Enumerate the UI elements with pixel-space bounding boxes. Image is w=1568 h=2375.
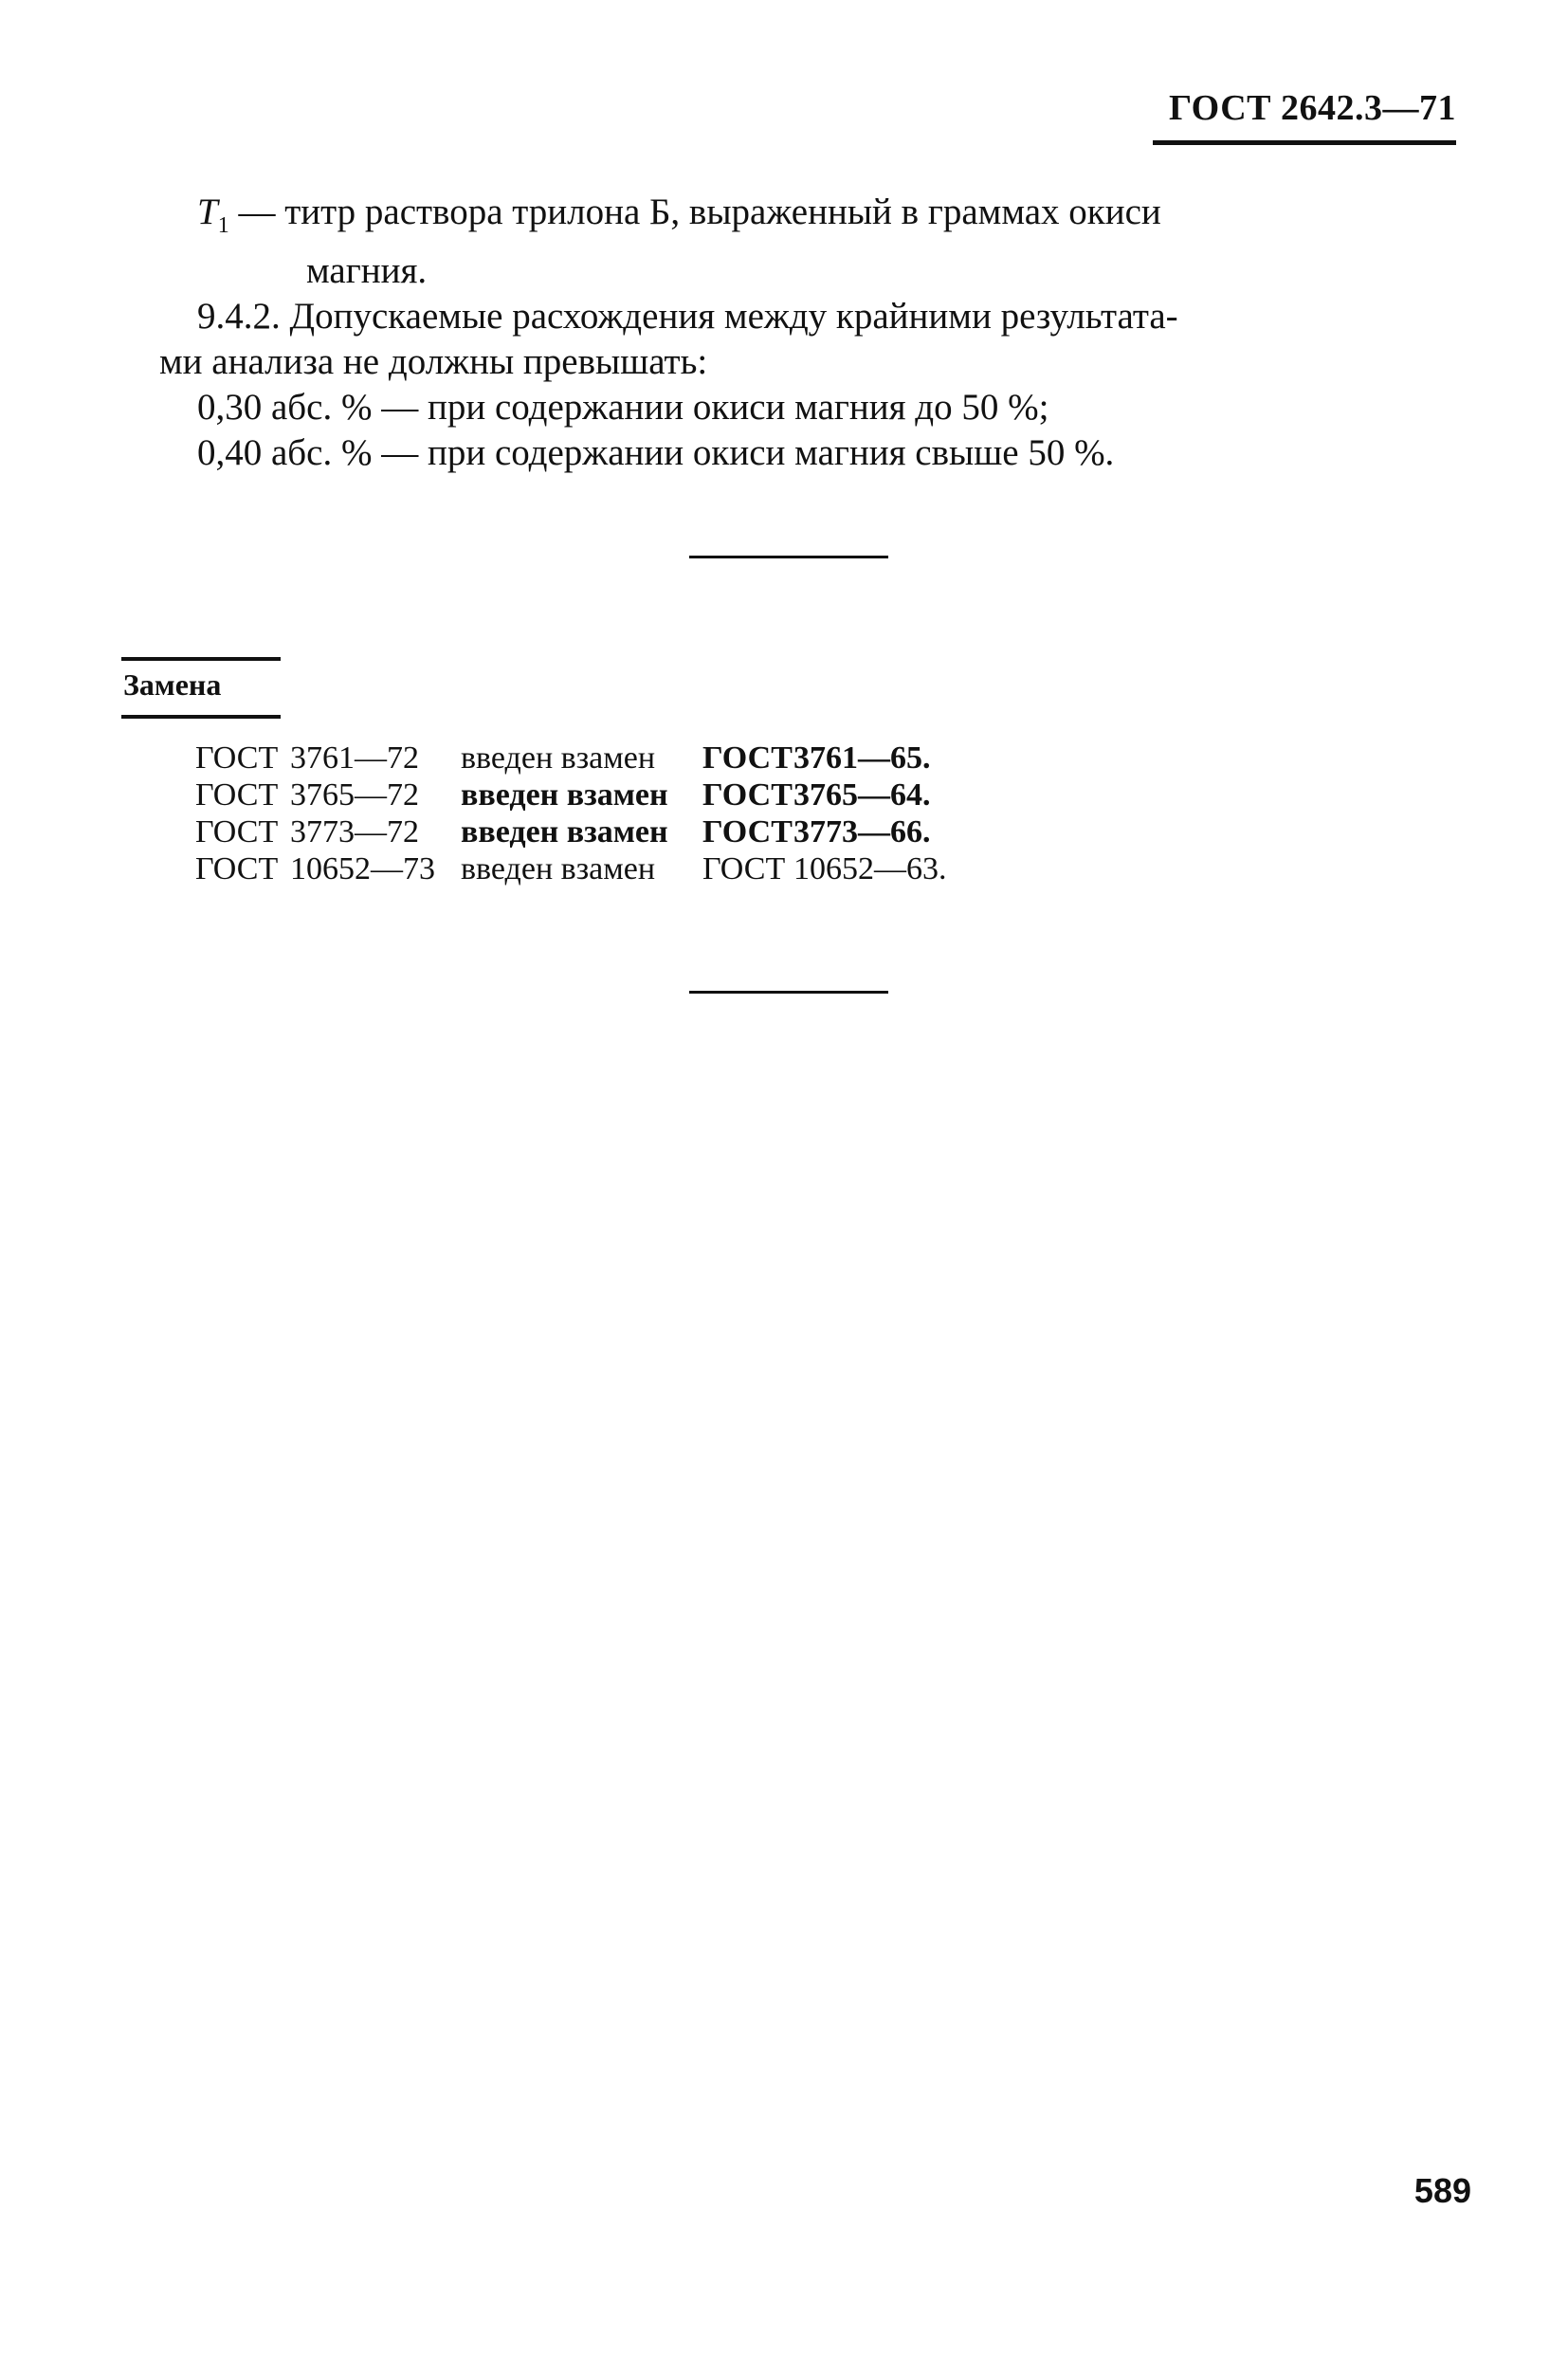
section-separator-top <box>689 556 888 558</box>
replacement-title: Замена <box>123 667 222 702</box>
old-gost-number: 3761—65. <box>793 740 931 776</box>
new-gost-number: 10652—73 <box>290 851 435 886</box>
header-rule <box>1153 140 1456 145</box>
replacement-row <box>195 850 947 887</box>
body-text <box>159 190 1468 476</box>
new-gost-label: ГОСТ <box>195 740 279 776</box>
page-number: 589 <box>1413 2171 1471 2210</box>
old-gost-label: ГОСТ <box>702 851 786 886</box>
new-gost-label: ГОСТ <box>195 814 279 850</box>
replacement-row <box>195 740 947 776</box>
old-gost-number: 3773—66. <box>793 814 931 850</box>
new-gost-number: 3765—72 <box>290 777 419 813</box>
new-gost-label: ГОСТ <box>195 851 279 886</box>
t1-symbol: $T_1$ <box>197 192 229 238</box>
replacement-verb: введен взамен <box>461 814 668 850</box>
standard-code: ГОСТ 2642.3—71 <box>1168 88 1456 128</box>
clause-9-4-2-line-2: ми анализа не должны превышать: <box>159 340 708 382</box>
replacement-verb: введен взамен <box>461 740 656 776</box>
new-gost-label: ГОСТ <box>195 777 279 813</box>
replacement-title-rule-bottom <box>121 715 281 719</box>
old-gost-label: ГОСТ <box>702 777 793 813</box>
replacement-title-rule-top <box>121 657 281 661</box>
tolerance-line-1: 0,30 абс. % — при содержании окиси магния до 50 %; <box>197 386 1049 428</box>
replacement-row <box>195 776 947 813</box>
old-gost-label: ГОСТ <box>702 814 793 850</box>
t1-definition-line-2: магния. <box>306 249 428 291</box>
old-gost-number: 3765—64. <box>793 777 931 813</box>
clause-9-4-2-line-1: 9.4.2. Допускаемые расхождения между крайними результата- <box>197 295 1178 337</box>
new-gost-number: 3773—72 <box>290 814 419 850</box>
replacement-list <box>195 740 947 887</box>
replacement-verb: введен взамен <box>461 851 656 886</box>
section-separator-bottom <box>689 991 888 994</box>
tolerance-line-2: 0,40 абс. % — при содержании окиси магния свыше 50 %. <box>197 431 1115 473</box>
running-header <box>1169 87 1456 140</box>
new-gost-number: 3761—72 <box>290 740 419 776</box>
replacement-verb: введен взамен <box>461 777 668 813</box>
t1-definition-text: — титр раствора трилона Б, выраженный в граммах окиси <box>228 192 1161 232</box>
replacement-row <box>195 813 947 850</box>
t1-definition-line-1 <box>159 190 1468 248</box>
old-gost-label: ГОСТ <box>702 740 793 776</box>
old-gost-number: 10652—63. <box>793 851 947 886</box>
